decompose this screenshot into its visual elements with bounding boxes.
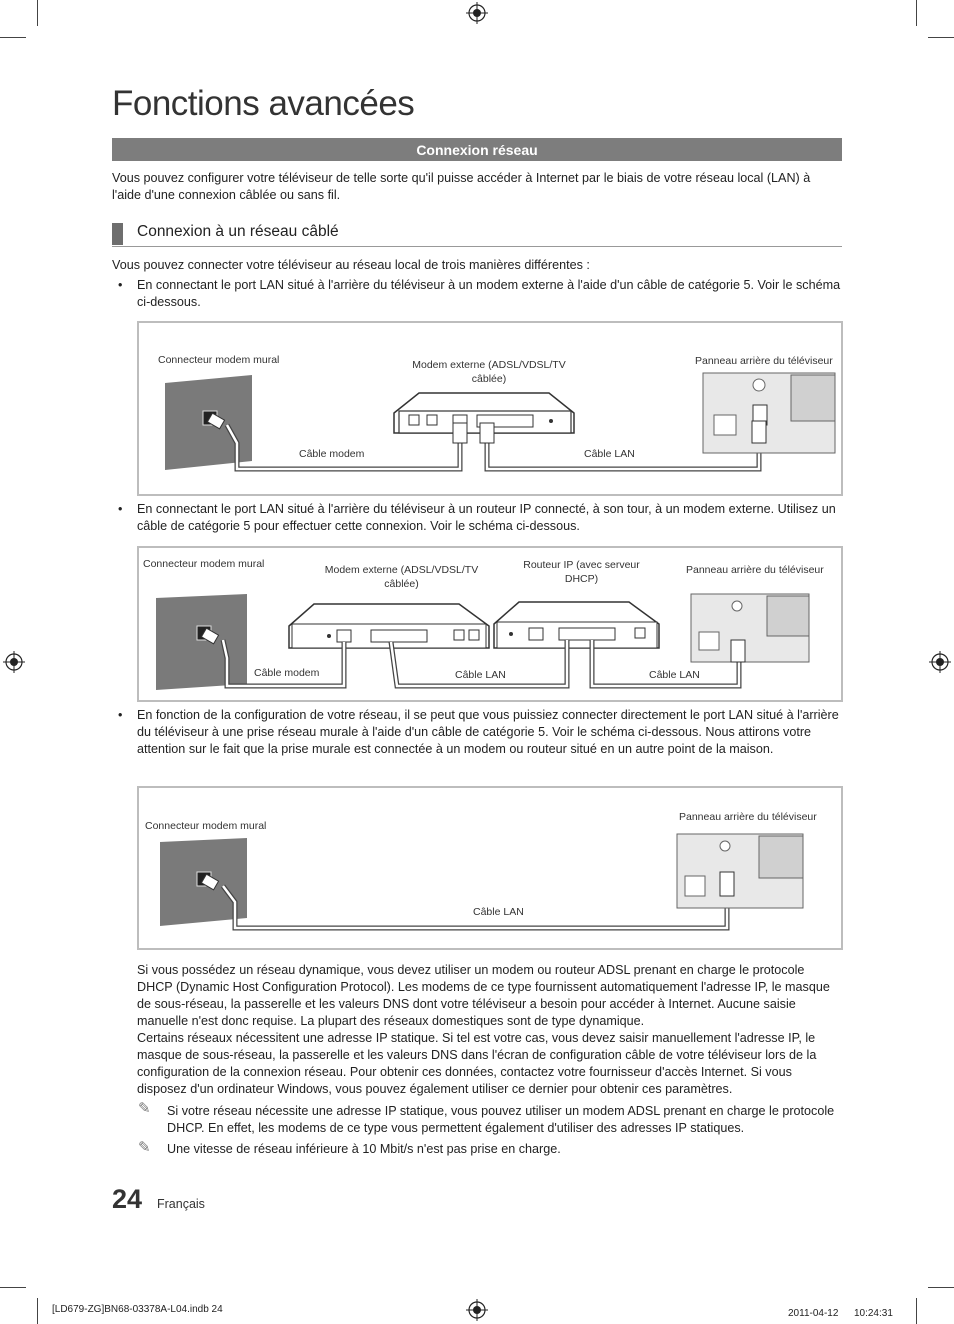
label-cable-lan: Câble LAN bbox=[473, 906, 524, 918]
diagram-router bbox=[137, 546, 843, 702]
paragraph-dynamic: Si vous possédez un réseau dynamique, vous devez utiliser un modem ou routeur ADSL prenant en charge le protocole DHCP (Dynamic Host Configuration Protocol). Les modems de ce type fournissent automatiquement l'adresse IP, le masque de sous-réseau, la passerelle et les valeurs DNS dont votre téléviseur a besoin pour accéder à Internet. Aucune saisie manuelle n'est donc requise. La plupart des réseaux domestiques sont de type dynamique. bbox=[137, 963, 830, 1028]
label-wall: Connecteur modem mural bbox=[143, 558, 265, 570]
label-cable-modem: Câble modem bbox=[254, 667, 320, 679]
label-tv-panel: Panneau arrière du téléviseur bbox=[686, 564, 824, 576]
paragraph-static: Certains réseaux nécessitent une adresse IP statique. Si tel est votre cas, vous devez saisir manuellement l'adresse IP, le masque de sous-réseau, la passerelle et les valeurs DNS dans l'écran de configuration câble de votre téléviseur lors de la configuration de la connexion réseau. Pour obtenir ces données, contactez votre fournisseur d'accès Internet. Si vous disposez d'un ordinateur Windows, vous pouvez également utiliser ce dernier pour obtenir ces paramètres. bbox=[137, 1031, 817, 1096]
footer-file: [LD679-ZG]BN68-03378A-L04.indb 24 bbox=[52, 1304, 223, 1315]
note-1: Si votre réseau nécessite une adresse IP statique, vous pouvez utiliser un modem ADSL prenant en charge le protocole DHCP. En effet, les modems de ce type vous permettent également d'utiliser des adresses IP statiques. bbox=[167, 1104, 835, 1135]
bullet-3: En fonction de la configuration de votre réseau, il se peut que vous puissiez connecter directement le port LAN situé à l'arrière du téléviseur à une prise réseau murale à l'aide d'un câble de catégorie 5. Voir le schéma ci-dessous. Nous attirons votre attention sur le fait que la prise murale est connectée à un modem ou routeur situé en un autre point de la maison. bbox=[137, 708, 839, 756]
lead-paragraph: Vous pouvez connecter votre téléviseur au réseau local de trois manières différentes : bbox=[112, 258, 590, 272]
label-tv-panel: Panneau arrière du téléviseur bbox=[695, 355, 833, 367]
label-tv-panel: Panneau arrière du téléviseur bbox=[679, 811, 817, 823]
subheading-marker bbox=[112, 223, 123, 245]
registration-mark-bottom bbox=[466, 1299, 488, 1321]
registration-mark-right bbox=[929, 651, 951, 673]
page-language: Français bbox=[157, 1197, 205, 1211]
diagram-wall-direct bbox=[137, 786, 843, 950]
label-cable-lan-2: Câble LAN bbox=[649, 669, 700, 681]
bullet-2: En connectant le port LAN situé à l'arrière du téléviseur à un routeur IP connecté, à son tour, à un modem externe. Utilisez un câble de catégorie 5 pour effectuer cette connexion. Voir le schéma ci-dessous. bbox=[137, 502, 836, 533]
page-title: Fonctions avancées bbox=[112, 84, 415, 123]
label-modem: Modem externe (ADSL/VDSL/TV câblée) bbox=[412, 359, 566, 385]
label-cable-lan: Câble LAN bbox=[584, 448, 635, 460]
note-pencil-icon: ✎ bbox=[138, 1139, 151, 1156]
label-wall: Connecteur modem mural bbox=[158, 354, 280, 366]
footer-timestamp: 2011-04-12 10:24:31 bbox=[788, 1308, 893, 1319]
subheading-rule bbox=[112, 246, 842, 247]
registration-mark-top bbox=[466, 2, 488, 24]
registration-mark-left bbox=[3, 651, 25, 673]
section-bar: Connexion réseau bbox=[112, 138, 842, 161]
label-wall: Connecteur modem mural bbox=[145, 820, 267, 832]
bullet-1: En connectant le port LAN situé à l'arrière du téléviseur à un modem externe à l'aide d'un câble de catégorie 5. Voir le schéma ci-dessous. bbox=[137, 278, 841, 309]
bullet-dot: • bbox=[118, 278, 123, 292]
subheading: Connexion à un réseau câblé bbox=[137, 223, 339, 240]
page-number: 24 bbox=[112, 1184, 143, 1214]
note-2: Une vitesse de réseau inférieure à 10 Mbit/s n'est pas prise en charge. bbox=[167, 1142, 561, 1156]
bullet-dot: • bbox=[118, 708, 123, 722]
label-router: Routeur IP (avec serveur DHCP) bbox=[523, 559, 640, 585]
bullet-dot: • bbox=[118, 502, 123, 516]
label-cable-modem: Câble modem bbox=[299, 448, 365, 460]
diagram-modem bbox=[137, 321, 843, 496]
intro-paragraph: Vous pouvez configurer votre téléviseur de telle sorte qu'il puisse accéder à Internet par le biais de votre réseau local (LAN) à l'aide d'une connexion câblée ou sans fil. bbox=[112, 171, 811, 202]
label-cable-lan-1: Câble LAN bbox=[455, 669, 506, 681]
label-modem: Modem externe (ADSL/VDSL/TV câblée) bbox=[324, 564, 479, 590]
note-pencil-icon: ✎ bbox=[138, 1100, 151, 1117]
